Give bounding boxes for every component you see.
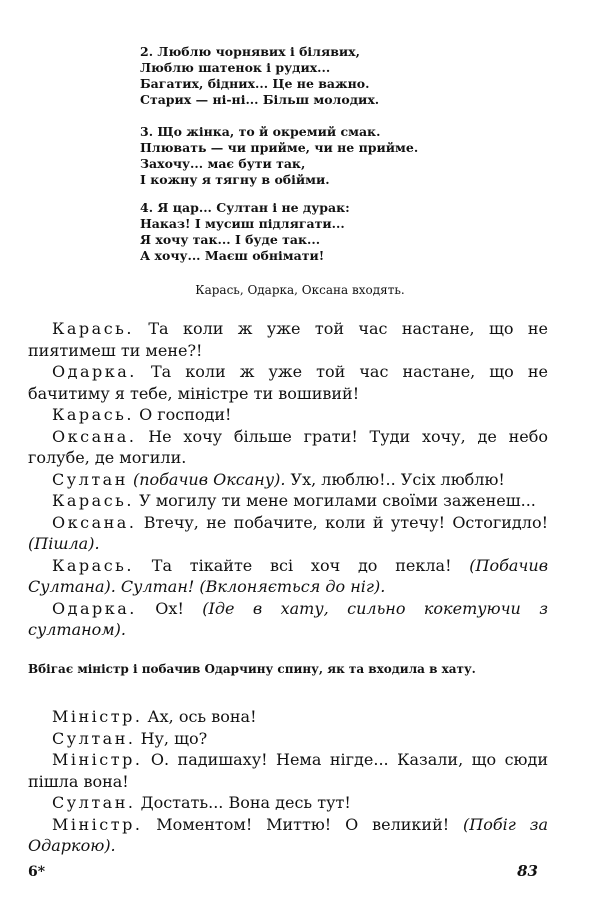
stage-direction-enter: Карась, Одарка, Оксана входять. bbox=[195, 283, 405, 297]
speaker-name: Карась. bbox=[52, 555, 134, 575]
dialogue-line bbox=[28, 814, 548, 857]
stage-note: (Пішла). bbox=[28, 534, 100, 553]
speech-text: Та коли ж уже той час настане, що не пиятимеш ти мене?! bbox=[28, 319, 548, 360]
verse-line: І кожну я тягну в обійми. bbox=[140, 172, 330, 187]
verse-line: Наказ! І мусиш підлягати... bbox=[140, 216, 345, 231]
verse-line: Захочу... має бути так, bbox=[140, 156, 306, 171]
speaker-name: Міністр. bbox=[52, 707, 143, 726]
dialogue-line bbox=[28, 361, 548, 404]
stage-note: (Іде в хату, сильно кокетуючи з султаном). bbox=[28, 598, 549, 639]
verse-line: 2. Люблю чорнявих і білявих, bbox=[140, 44, 360, 59]
speaker-name: Карась. bbox=[52, 319, 134, 338]
speech-text: О. падишаху! Нема нігде... Казали, що сюди пішла вона! bbox=[28, 750, 548, 791]
dialogue-line bbox=[28, 490, 548, 512]
dialogue-line bbox=[28, 792, 548, 814]
speaker-name: Султан. bbox=[52, 793, 136, 812]
speaker-name: Оксана. bbox=[52, 426, 137, 446]
speech-text: О господи! bbox=[139, 405, 232, 424]
speaker-name: Султан. bbox=[52, 728, 136, 748]
speech-text: Втечу, не побачите, коли й утечу! Остогидло! bbox=[143, 512, 549, 532]
speaker-name: Міністр. bbox=[52, 814, 143, 834]
dialogue-line bbox=[28, 749, 548, 792]
stage-note: (побачив Оксану). bbox=[132, 469, 286, 489]
speaker-name: Карась. bbox=[52, 405, 134, 424]
verse-line: Багатих, бідних... Це не важно. bbox=[140, 76, 370, 91]
signature-mark: 6* bbox=[28, 864, 46, 880]
speaker-name: Одарка. bbox=[52, 598, 137, 618]
stage-direction-minister: Вбігає міністр і побачив Одарчину спину, як та входила в хату. bbox=[28, 662, 476, 676]
dialogue-line bbox=[28, 426, 548, 469]
stage-note: (Побачив Султана). Султан! (Вклоняється до ніг). bbox=[28, 555, 548, 596]
verse-3 bbox=[140, 124, 440, 188]
verse-line: А хочу... Маєш обнімати! bbox=[140, 248, 325, 263]
dialogue-line bbox=[28, 318, 548, 361]
speaker-name: Міністр. bbox=[52, 750, 143, 769]
dialogue-block-2 bbox=[28, 706, 548, 857]
speaker-name: Султан bbox=[52, 469, 128, 489]
verse-line: Люблю шатенок і рудих... bbox=[140, 60, 331, 75]
page-number: 83 bbox=[517, 862, 538, 880]
verse-2 bbox=[140, 44, 440, 108]
speech-text: Ну, що? bbox=[140, 728, 208, 748]
speech-text: Не хочу більше грати! Туди хочу, де небо голубе, де могили. bbox=[28, 426, 548, 467]
speech-text: Та тікайте всі хоч до пекла! bbox=[151, 555, 452, 575]
dialogue-line bbox=[28, 728, 548, 750]
speech-text: Ух, люблю!.. Усіх люблю! bbox=[290, 469, 505, 489]
dialogue-line bbox=[28, 404, 548, 426]
verse-line: Старих — ні-ні... Більш молодих. bbox=[140, 92, 380, 107]
verse-line: 3. Що жінка, то й окремий смак. bbox=[140, 124, 381, 139]
verse-line: 4. Я цар... Султан і не дурак: bbox=[140, 200, 350, 215]
speech-text: Моментом! Миттю! О великий! bbox=[156, 814, 450, 834]
speech-text: Достать... Вона десь тут! bbox=[140, 793, 351, 812]
dialogue-line bbox=[28, 706, 548, 728]
speech-text: Ах, ось вона! bbox=[147, 707, 257, 726]
dialogue-line bbox=[28, 512, 548, 555]
dialogue-line bbox=[28, 469, 548, 491]
speech-text: У могилу ти мене могилами своїми заженеш... bbox=[139, 491, 536, 510]
speaker-name: Одарка. bbox=[52, 362, 137, 381]
speech-text: Та коли ж уже той час настане, що не бачитиму я тебе, міністре ти вошивий! bbox=[28, 362, 548, 403]
stage-note: (Побіг за Одаркою). bbox=[28, 814, 548, 855]
speaker-name: Карась. bbox=[52, 491, 134, 510]
dialogue-line bbox=[28, 555, 548, 598]
speaker-name: Оксана. bbox=[52, 512, 137, 532]
verse-line: Я хочу так... І буде так... bbox=[140, 232, 321, 247]
verse-line: Плювать — чи прийме, чи не прийме. bbox=[140, 140, 419, 155]
dialogue-block-1 bbox=[28, 318, 548, 641]
speech-text: Ох! bbox=[155, 598, 184, 618]
dialogue-line bbox=[28, 598, 548, 641]
verse-4 bbox=[140, 200, 440, 264]
